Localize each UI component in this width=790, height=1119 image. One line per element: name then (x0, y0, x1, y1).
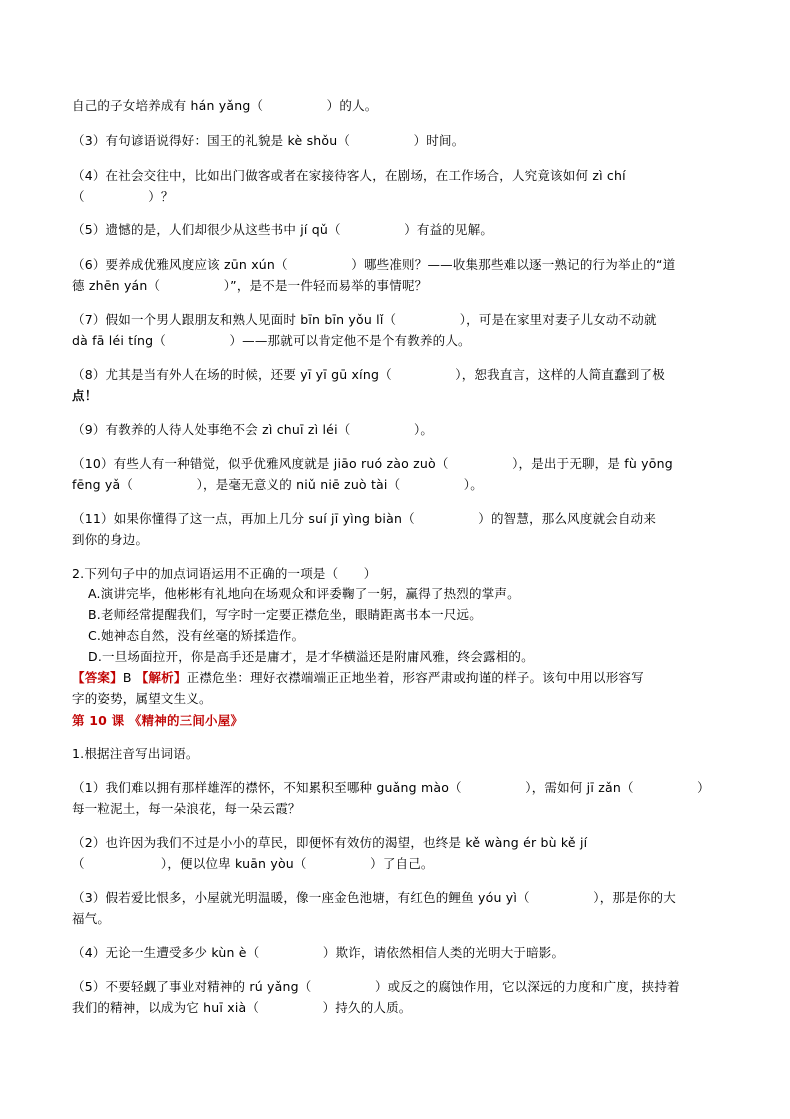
text-line: （ ）？ (72, 189, 174, 204)
answer-line (72, 670, 732, 686)
text-line: （4）在社会交往中，比如出门做客或者在家接待客人，在剧场，在工作场合，人究竟该如何 zì chí (72, 168, 626, 183)
text-line: 到你的身边。 (72, 532, 149, 547)
text-line: （10）有些人有一种错觉，似乎优雅风度就是 jiāo ruó zào zuò（ ），是出于无聊，是 fù yōng (72, 456, 673, 471)
analysis-tag: 【解析】 (135, 670, 187, 685)
text-line: （2）也许因为我们不过是小小的草民，即便怀有效仿的渴望，也终是 kě wàng ér bù kě jí (72, 835, 588, 850)
text-line: 自己的子女培养成有 hán yǎng（ ）的人。 (72, 98, 378, 113)
option-d: D.一旦场面拉开，你是高手还是庸才，是才华横溢还是附庸风雅，终会露相的。 (88, 649, 534, 664)
text-line: （8）尤其是当有外人在场的时候，还要 yī yī gū xíng（ ），恕我直言，这样的人简直蠢到了极 (72, 367, 665, 382)
text-line: （6）要养成优雅风度应该 zūn xún（ ）哪些准则？——收集那些难以逐一熟记的行为举止的“道 (72, 257, 676, 272)
text-line: （11）如果你懂得了这一点，再加上几分 suí jī yìng biàn（ ）的智慧，那么风度就会自动来 (72, 511, 657, 526)
text-line: 每一粒泥土，每一朵浪花，每一朵云霞？ (72, 801, 301, 816)
text-line: （3）有句谚语说得好：国王的礼貌是 kè shǒu（ ）时间。 (72, 133, 465, 148)
text-line: 德 zhēn yán（ ）”，是不是一件轻而易举的事情呢？ (72, 278, 428, 293)
text-line: fēng yǎ（ ），是毫无意义的 niǔ niē zuò tài（ ）。 (72, 477, 483, 492)
text-line: 1.根据注音写出词语。 (72, 746, 199, 761)
option-b: B.老师经常提醒我们，写字时一定要正襟危坐，眼睛距离书本一尺远。 (88, 607, 482, 622)
option-a: A.演讲完毕，他彬彬有礼地向在场观众和评委鞠了一躬，赢得了热烈的掌声。 (88, 586, 520, 601)
text-line: 福气。 (72, 911, 111, 926)
text-line: （1）我们难以拥有那样雄浑的襟怀，不知累积至哪种 guǎng mào（ ），需如何 jī zǎn（ ） (72, 780, 710, 795)
text-line: 点！ (72, 388, 98, 403)
answer-tag: 【答案】 (72, 670, 123, 685)
option-c: C.她神态自然，没有丝毫的矫揉造作。 (88, 628, 305, 643)
question-stem: 2.下列句子中的加点词语运用不正确的一项是（ ） (72, 566, 377, 581)
analysis-text-cont: 字的姿势，属望文生义。 (72, 691, 212, 706)
text-line: （4）无论一生遭受多少 kùn è（ ）欺诈，请依然相信人类的光明大于暗影。 (72, 945, 565, 960)
text-line: （9）有教养的人待人处事绝不会 zì chuī zì léi（ ）。 (72, 422, 434, 437)
text-line: （5）不要轻觑了事业对精神的 rú yǎng（ ）或反之的腐蚀作用，它以深远的力度和广度，挟持着 (72, 979, 680, 994)
text-line: （5）遗憾的是，人们却很少从这些书中 jí qǔ（ ）有益的见解。 (72, 222, 494, 237)
text-line: 我们的精神，以成为它 huī xià（ ）持久的人质。 (72, 1000, 412, 1015)
answer-value: B (122, 670, 132, 685)
lesson-title: 第 10 课 《精神的三间小屋》 (72, 713, 244, 728)
text-line: （7）假如一个男人跟朋友和熟人见面时 bīn bīn yǒu lǐ（ ），可是在家里对妻子儿女动不动就 (72, 312, 657, 327)
analysis-text: 正襟危坐：理好衣襟端端正正地坐着，形容严肃或拘谨的样子。该句中用以形容写 (186, 670, 644, 685)
text-line: （3）假若爱比恨多，小屋就光明温暖，像一座金色池塘，有红色的鲤鱼 yóu yì（ ），那是你的大 (72, 890, 676, 905)
text-line: dà fā léi tíng（ ）——那就可以肯定他不是个有教养的人。 (72, 333, 471, 348)
text-line: （ ），便以位卑 kuān yòu（ ）了自己。 (72, 856, 434, 871)
